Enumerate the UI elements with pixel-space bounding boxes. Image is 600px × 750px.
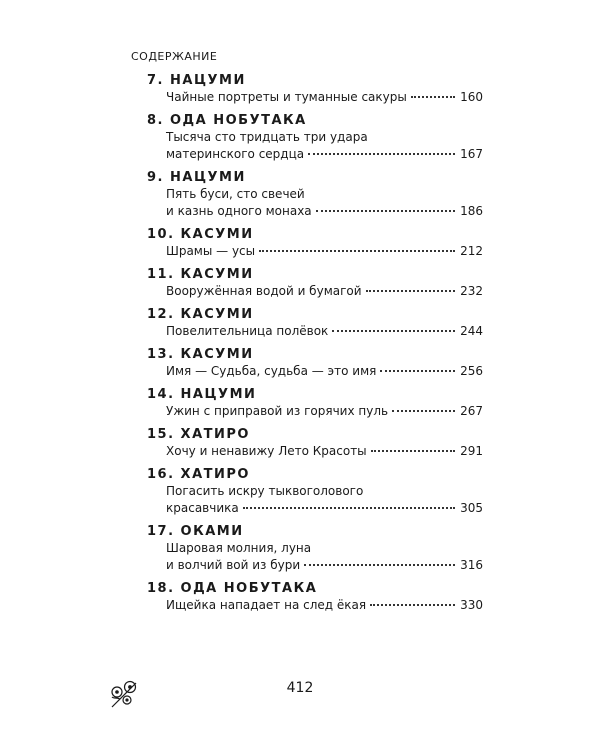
chapter-subtitle-row [166,403,483,420]
chapter-subtitle-line: Погасить искру тыквоголового [166,484,364,498]
leader-dots [371,440,455,452]
toc-entry[interactable] [147,72,483,106]
chapter-subtitle: и казнь одного монаха [166,204,312,218]
chapter-title: 12. КАСУМИ [147,307,254,322]
chapter-page-number: 291 [460,444,483,458]
chapter-page-number: 232 [460,284,483,298]
leader-dots [366,280,455,292]
chapter-subtitle-line: Тысяча сто тридцать три удара [166,130,368,144]
chapter-subtitle-row [166,89,483,106]
chapter-subtitle-line: Пять буси, сто свечей [166,187,305,201]
leader-dots [259,240,455,252]
page-number: 412 [286,680,314,696]
chapter-page-number: 212 [460,244,483,258]
table-of-contents [147,72,483,620]
leader-dots [380,360,455,372]
chapter-subtitle: красавчика [166,501,239,515]
chapter-subtitle-row [166,597,483,614]
chapter-page-number: 167 [460,147,483,161]
chapter-page-number: 186 [460,204,483,218]
chapter-subtitle-row [166,557,483,574]
chapter-subtitle: Ищейка нападает на след ёкая [166,598,367,612]
chapter-page-number: 330 [460,598,483,612]
chapter-page-number: 316 [460,558,483,572]
leader-dots [316,200,455,212]
leader-dots [370,594,455,606]
chapter-subtitle-row [166,500,483,517]
chapter-page-number: 244 [460,324,483,338]
chapter-subtitle-row [166,363,483,380]
chapter-subtitle-row [166,243,483,260]
leader-dots [392,400,455,412]
chapter-page-number: 256 [460,364,483,378]
toc-entry[interactable] [147,266,483,300]
leader-dots [304,554,455,566]
chapter-subtitle: Имя — Судьба, судьба — это имя [166,364,377,378]
chapter-page-number: 267 [460,404,483,418]
chapter-title: 16. ХАТИРО [147,467,250,482]
chapter-subtitle: Хочу и ненавижу Лето Красоты [166,444,367,458]
chapter-subtitle-row [166,323,483,340]
chapter-subtitle: Ужин с приправой из горячих пуль [166,404,389,418]
toc-entry[interactable] [147,523,483,574]
chapter-subtitle: Шрамы — усы [166,244,256,258]
chapter-subtitle-line: Шаровая молния, луна [166,541,312,555]
toc-entry[interactable] [147,169,483,220]
toc-entry[interactable] [147,306,483,340]
chapter-title: 8. ОДА НОБУТАКА [147,113,307,128]
chapter-page-number: 305 [460,501,483,515]
chapter-title: 15. ХАТИРО [147,427,250,442]
chapter-subtitle: Повелительница полёвок [166,324,329,338]
chapter-subtitle: и волчий вой из бури [166,558,301,572]
toc-entry[interactable] [147,112,483,163]
chapter-subtitle-row [166,203,483,220]
chapter-subtitle-row [166,146,483,163]
toc-entry[interactable] [147,226,483,260]
chapter-title: 9. НАЦУМИ [147,170,246,185]
chapter-subtitle: Вооружённая водой и бумагой [166,284,362,298]
chapter-subtitle-row [166,283,483,300]
leader-dots [332,320,455,332]
leader-dots [411,86,455,98]
toc-entry[interactable] [147,426,483,460]
chapter-title: 11. КАСУМИ [147,267,254,282]
chapter-title: 14. НАЦУМИ [147,387,257,402]
chapter-subtitle: Чайные портреты и туманные сакуры [166,90,407,104]
chapter-title: 18. ОДА НОБУТАКА [147,581,318,596]
leader-dots [308,143,455,155]
chapter-subtitle-row [166,443,483,460]
chapter-title: 13. КАСУМИ [147,347,254,362]
toc-entry[interactable] [147,466,483,517]
chapter-title: 10. КАСУМИ [147,227,254,242]
chapter-title: 17. ОКАМИ [147,524,244,539]
toc-entry[interactable] [147,386,483,420]
running-head: СОДЕРЖАНИЕ [131,50,218,63]
toc-entry[interactable] [147,580,483,614]
chapter-title: 7. НАЦУМИ [147,73,246,88]
chapter-page-number: 160 [460,90,483,104]
chapter-subtitle: материнского сердца [166,147,305,161]
leader-dots [243,497,455,509]
toc-entry[interactable] [147,346,483,380]
